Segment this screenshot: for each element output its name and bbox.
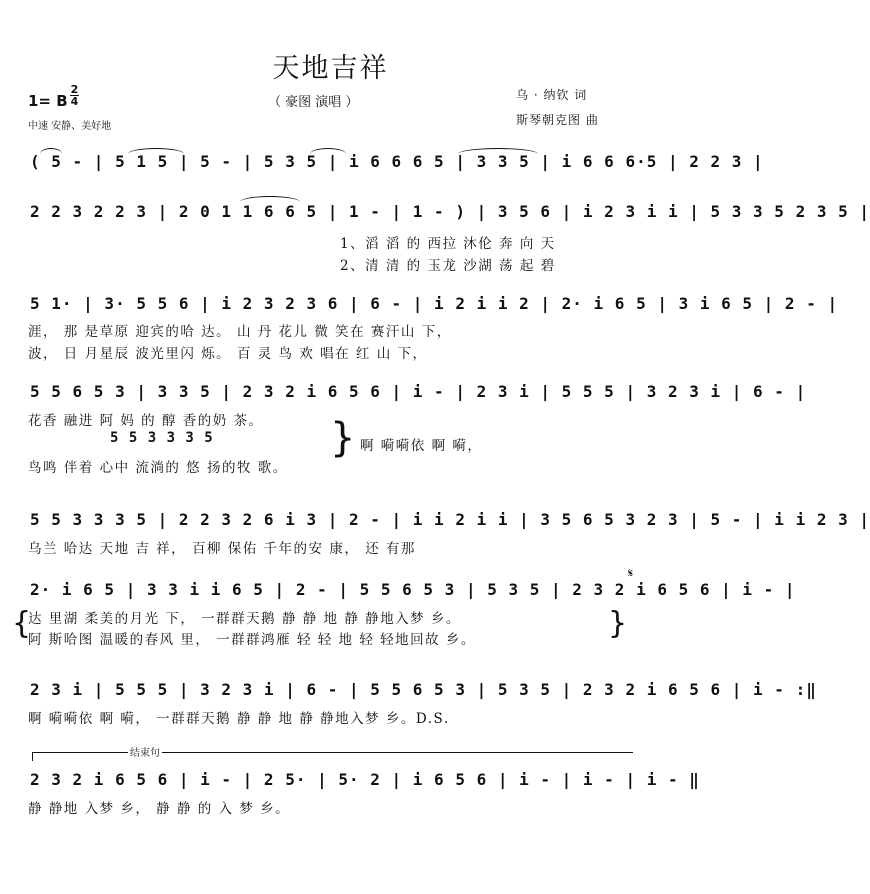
- singer-credit: （ 豪图 演唱 ）: [268, 95, 359, 110]
- score-line-1: ( 5 - | 5 1 5 | 5 - | 5 3 5 | i 6 6 6 5 | 3 3 5 | i 6 6 6·5 | 2 2 3 |: [30, 152, 764, 171]
- slur: [240, 196, 300, 202]
- lyric-line-4-verse-1: 花香 融进 阿 妈 的 醇 香的奶 茶。: [28, 413, 264, 429]
- score-line-4: 5 5 6 5 3 | 3 3 5 | 2 3 2 i 6 5 6 | i - | 2 3 i | 5 5 5 | 3 2 3 i | 6 - |: [30, 382, 807, 401]
- lyric-line-3-verse-1: 涯， 那 是草原 迎宾的哈 达。 山 丹 花儿 微 笑在 赛汗山 下，: [28, 324, 452, 340]
- song-title: 天地吉祥: [272, 53, 389, 84]
- lyric-line-4-verse-2: 鸟鸣 伴着 心中 流淌的 悠 扬的牧 歌。: [28, 460, 288, 476]
- slur: [128, 148, 184, 154]
- slur: [40, 148, 62, 154]
- score-line-7: 2 3 i | 5 5 5 | 3 2 3 i | 6 - | 5 5 6 5 3 | 5 3 5 | 2 3 2 i 6 5 6 | i - :‖: [30, 680, 817, 699]
- score-line-5: 5 5 3 3 3 5 | 2 2 3 2 6 i 3 | 2 - | i i 2 i i | 3 5 6 5 3 2 3 | 5 - | i i 2 3 |: [30, 510, 870, 529]
- lyric-line-6-verse-1: 达 里湖 柔美的月光 下， 一群群天鹅 静 静 地 静 静地入梦 乡。: [28, 611, 461, 627]
- tempo-marking: 中速 安静、美好地: [28, 121, 112, 132]
- score-line-2: 2 2 3 2 2 3 | 2 0 1 1 6 6 5 | 1 - | 1 - ) | 3 5 6 | i 2 3 i i | 5 3 3 5 2 3 5 |: [30, 202, 870, 221]
- lyric-line-4-refrain: 啊 嗬嗬依 啊 嗬，: [360, 438, 483, 454]
- lyric-line-2-verse-1: 1、滔 滔 的 西拉 沐伦 奔 向 天: [340, 236, 556, 252]
- slur: [310, 148, 346, 154]
- ending-bracket: [32, 752, 633, 761]
- time-signature-top: 2: [70, 83, 79, 96]
- key-signature: 1= B: [28, 92, 68, 110]
- lyric-line-5: 乌兰 哈达 天地 吉 祥， 百柳 保佑 千年的安 康， 还 有那: [28, 541, 416, 557]
- score-line-3: 5 1· | 3· 5 5 6 | i 2 3 2 3 6 | 6 - | i 2 i i 2 | 2· i 6 5 | 3 i 6 5 | 2 - |: [30, 294, 839, 313]
- lyric-line-7: 啊 嗬嗬依 啊 嗬， 一群群天鹅 静 静 地 静 静地入梦 乡。D.S.: [28, 711, 450, 727]
- segno-sign: 𝄋: [628, 566, 634, 580]
- score-line-6: 2· i 6 5 | 3 3 i i 6 5 | 2 - | 5 5 6 5 3 | 5 3 5 | 2 3 2 i 6 5 6 | i - |: [30, 580, 796, 599]
- lyric-line-2-verse-2: 2、清 清 的 玉龙 沙湖 荡 起 碧: [340, 258, 556, 274]
- lyric-line-8: 静 静地 入梦 乡， 静 静 的 入 梦 乡。: [28, 801, 291, 817]
- slur: [458, 148, 538, 154]
- time-signature: [70, 84, 79, 107]
- composer-credit: 斯琴朝克图 曲: [516, 113, 599, 127]
- brace: }: [608, 606, 628, 641]
- lyricist-credit: 乌 · 纳钦 词: [516, 88, 588, 102]
- brace: }: [330, 415, 356, 461]
- score-line-8: 2 3 2 i 6 5 6 | i - | 2 5· | 5· 2 | i 6 5 6 | i - | i - | i - ‖: [30, 770, 700, 789]
- lyric-line-6-verse-2: 阿 斯哈图 温暖的春风 里， 一群群鸿雁 轻 轻 地 轻 轻地回故 乡。: [28, 632, 476, 648]
- ending-label: 结束句: [128, 744, 162, 759]
- alt-notes-line-4: 5 5 3 3 3 5: [110, 430, 214, 446]
- brace: {: [12, 606, 32, 641]
- time-signature-bottom: 4: [70, 95, 79, 108]
- lyric-line-3-verse-2: 波， 日 月星辰 波光里闪 烁。 百 灵 鸟 欢 唱在 红 山 下，: [28, 346, 428, 362]
